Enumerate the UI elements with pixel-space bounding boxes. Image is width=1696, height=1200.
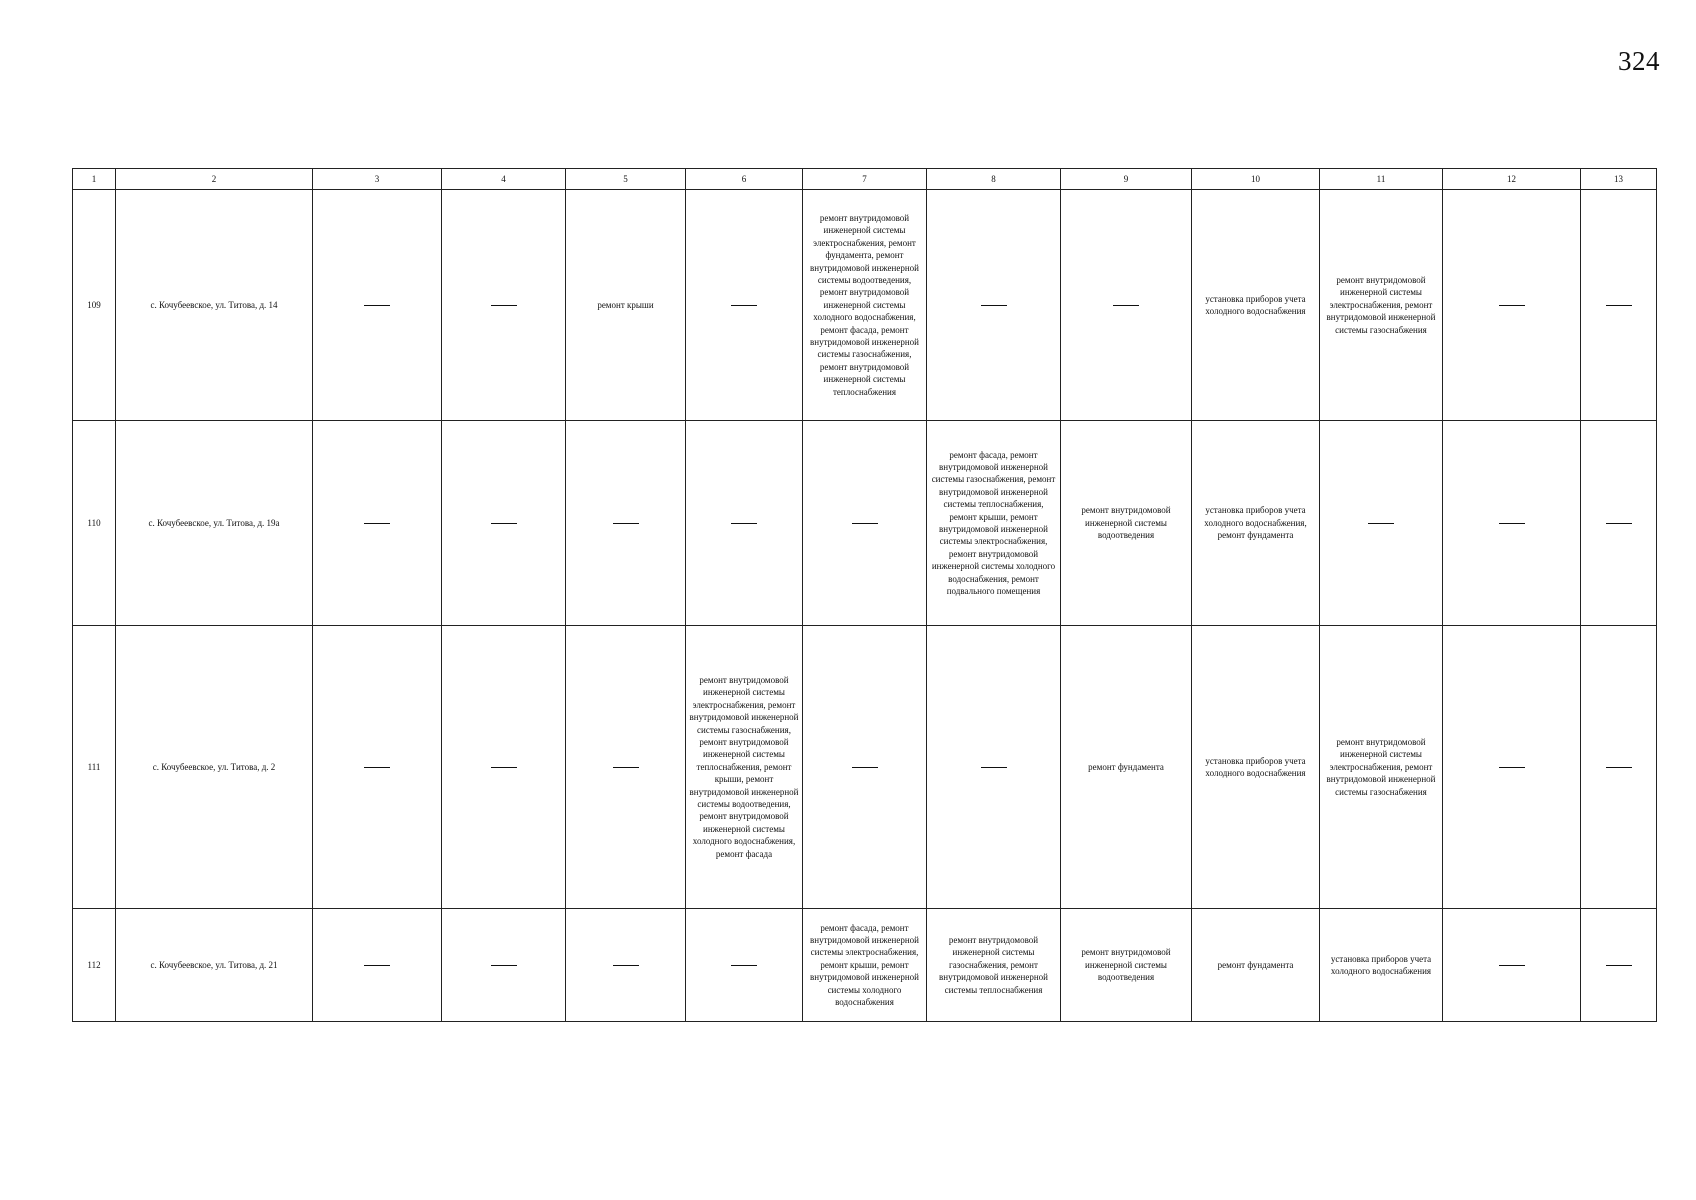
dash-mark [1606, 767, 1632, 768]
dash-mark [364, 767, 390, 768]
dash-mark [1606, 523, 1632, 524]
dash-mark [364, 305, 390, 306]
dash-mark [491, 523, 517, 524]
table-cell: установка приборов учета холодного водоснабжения [1192, 190, 1320, 421]
table-cell: ремонт внутридомовой инженерной системы электроснабжения, ремонт внутридомовой инженерной системы газоснабжения, ремонт внутридомовой инженерной системы теплоснабжения, ремонт крыши, ремонт внутридомовой инженерной системы водоотведения, ремонт внутридомовой инженерной системы холодного водоснабжения, ремонт фасада [686, 626, 803, 909]
row-number: 111 [73, 626, 116, 909]
table-cell [1581, 421, 1657, 626]
dash-mark [1368, 523, 1394, 524]
table-cell: ремонт фундамента [1061, 626, 1192, 909]
dash-mark [1113, 305, 1139, 306]
table-cell [1581, 626, 1657, 909]
column-header: 2 [116, 169, 313, 190]
column-header: 3 [313, 169, 442, 190]
page-number: 324 [1618, 46, 1660, 76]
dash-mark [613, 965, 639, 966]
table-cell [803, 421, 927, 626]
address-cell: с. Кочубеевское, ул. Титова, д. 2 [116, 626, 313, 909]
row-number: 109 [73, 190, 116, 421]
column-header: 4 [442, 169, 566, 190]
dash-mark [364, 965, 390, 966]
table-cell: ремонт внутридомовой инженерной системы водоотведения [1061, 909, 1192, 1022]
column-header: 10 [1192, 169, 1320, 190]
dash-mark [852, 523, 878, 524]
column-header: 13 [1581, 169, 1657, 190]
table-cell: ремонт внутридомовой инженерной системы газоснабжения, ремонт внутридомовой инженерной системы теплоснабжения [927, 909, 1061, 1022]
table-row [73, 626, 1657, 909]
table-cell [686, 421, 803, 626]
table-cell [1443, 421, 1581, 626]
dash-mark [731, 305, 757, 306]
dash-mark [1606, 965, 1632, 966]
dash-mark [852, 767, 878, 768]
table-cell: ремонт внутридомовой инженерной системы водоотведения [1061, 421, 1192, 626]
table-cell [313, 421, 442, 626]
table-cell [686, 909, 803, 1022]
column-header: 9 [1061, 169, 1192, 190]
repair-schedule-table [72, 168, 1657, 1022]
table-cell [1320, 421, 1443, 626]
column-header: 5 [566, 169, 686, 190]
table-cell [442, 909, 566, 1022]
table-cell: ремонт внутридомовой инженерной системы электроснабжения, ремонт внутридомовой инженерной системы газоснабжения [1320, 626, 1443, 909]
dash-mark [1499, 767, 1525, 768]
table-cell [442, 190, 566, 421]
table-row [73, 190, 1657, 421]
table-cell [1581, 190, 1657, 421]
table-cell: ремонт фасада, ремонт внутридомовой инженерной системы газоснабжения, ремонт внутридомовой инженерной системы теплоснабжения, ремонт крыши, ремонт внутридомовой инженерной системы электроснабжения, ремонт внутридомовой инженерной системы холодного водоснабжения, ремонт подвального помещения [927, 421, 1061, 626]
column-header: 11 [1320, 169, 1443, 190]
column-header: 1 [73, 169, 116, 190]
table-cell [1581, 909, 1657, 1022]
dash-mark [613, 767, 639, 768]
dash-mark [731, 523, 757, 524]
table-cell [566, 909, 686, 1022]
table-cell: ремонт внутридомовой инженерной системы электроснабжения, ремонт внутридомовой инженерной системы газоснабжения [1320, 190, 1443, 421]
table-cell: ремонт крыши [566, 190, 686, 421]
dash-mark [1499, 523, 1525, 524]
table-cell [442, 421, 566, 626]
column-header: 7 [803, 169, 927, 190]
column-number-row [73, 169, 1657, 190]
dash-mark [981, 767, 1007, 768]
dash-mark [491, 965, 517, 966]
table-row [73, 909, 1657, 1022]
address-cell: с. Кочубеевское, ул. Титова, д. 14 [116, 190, 313, 421]
table-cell [803, 626, 927, 909]
table-cell [566, 421, 686, 626]
dash-mark [981, 305, 1007, 306]
table-cell [927, 190, 1061, 421]
address-cell: с. Кочубеевское, ул. Титова, д. 21 [116, 909, 313, 1022]
table-cell [1061, 190, 1192, 421]
row-number: 110 [73, 421, 116, 626]
dash-mark [1499, 965, 1525, 966]
dash-mark [364, 523, 390, 524]
table-cell [313, 626, 442, 909]
table-cell [313, 909, 442, 1022]
table-cell: установка приборов учета холодного водоснабжения, ремонт фундамента [1192, 421, 1320, 626]
table-cell: ремонт внутридомовой инженерной системы электроснабжения, ремонт фундамента, ремонт внутридомовой инженерной системы водоотведения, ремонт внутридомовой инженерной системы холодного водоснабжения, ремонт фасада, ремонт внутридомовой инженерной системы газоснабжения, ремонт внутридомовой инженерной системы теплоснабжения [803, 190, 927, 421]
table-cell [1443, 190, 1581, 421]
table-cell [566, 626, 686, 909]
dash-mark [491, 305, 517, 306]
dash-mark [731, 965, 757, 966]
table-cell: установка приборов учета холодного водоснабжения [1192, 626, 1320, 909]
table-cell: ремонт фундамента [1192, 909, 1320, 1022]
column-header: 6 [686, 169, 803, 190]
table-cell [927, 626, 1061, 909]
column-header: 8 [927, 169, 1061, 190]
dash-mark [613, 523, 639, 524]
table-row [73, 421, 1657, 626]
table-cell [313, 190, 442, 421]
table-cell [1443, 626, 1581, 909]
dash-mark [1499, 305, 1525, 306]
column-header: 12 [1443, 169, 1581, 190]
table-cell: установка приборов учета холодного водоснабжения [1320, 909, 1443, 1022]
table-cell: ремонт фасада, ремонт внутридомовой инженерной системы электроснабжения, ремонт крыши, ремонт внутридомовой инженерной системы холодного водоснабжения [803, 909, 927, 1022]
dash-mark [1606, 305, 1632, 306]
table-cell [686, 190, 803, 421]
table-cell [442, 626, 566, 909]
address-cell: с. Кочубеевское, ул. Титова, д. 19а [116, 421, 313, 626]
dash-mark [491, 767, 517, 768]
row-number: 112 [73, 909, 116, 1022]
table-cell [1443, 909, 1581, 1022]
